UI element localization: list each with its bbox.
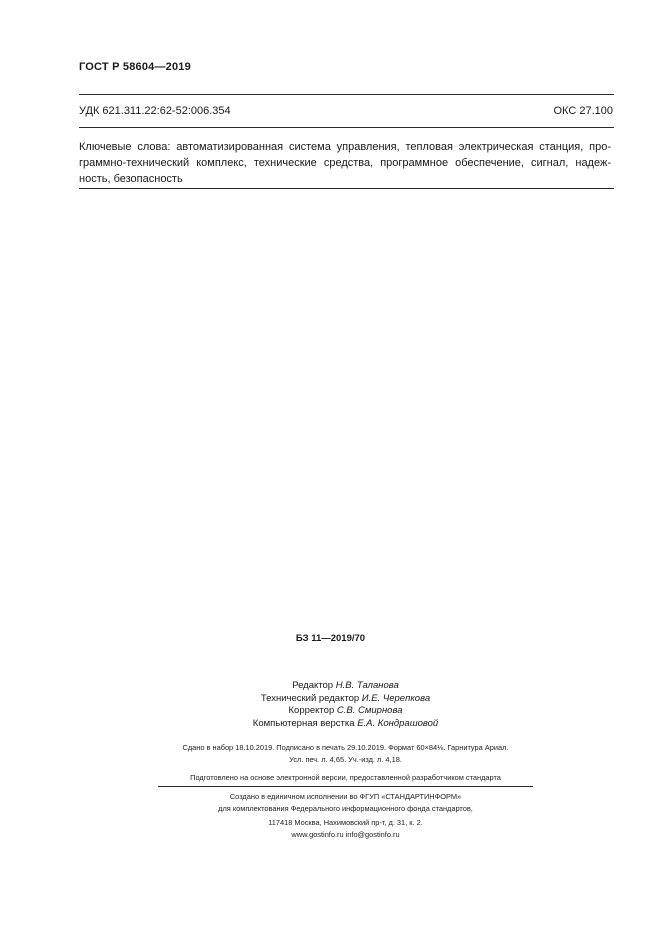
- editorial-credits: [0, 680, 661, 730]
- publisher-divider: [158, 786, 533, 787]
- prepared-note: Подготовлено на основе электронной версии, предоставленной разработчиком стандарта: [190, 773, 501, 782]
- credit-person: Н.В. Таланова: [335, 680, 399, 691]
- publisher-line: для комплектования Федерального информационного фонда стандартов,: [218, 803, 473, 813]
- publisher-info: [0, 791, 661, 814]
- contact-line: www.gostinfo.ru info@gostinfo.ru: [291, 829, 400, 839]
- credit-role: Редактор: [292, 680, 336, 691]
- credit-role: Компьютерная верстка: [252, 717, 358, 729]
- credit-layout: [0, 718, 661, 731]
- keywords-block: [79, 139, 611, 187]
- keywords-line: граммно-технический комплекс, технические средства, программное обеспечение, сигнал, надеж-: [79, 157, 611, 169]
- print-imprint: [0, 742, 661, 767]
- imprint-line: Усл. печ. л. 4,65. Уч.-изд. л. 4,18.: [289, 755, 402, 765]
- credit-role: Корректор: [288, 705, 337, 717]
- udk-code: УДК 621.311.22:62-52:006.354: [79, 105, 231, 117]
- standard-designation: ГОСТ Р 58604—2019: [79, 61, 191, 73]
- keywords-line: ность, безопасность: [79, 173, 183, 185]
- oks-code: ОКС 27.100: [553, 105, 613, 117]
- address-line: 117418 Москва, Нахимовский пр-т, д. 31, к. 2.: [268, 818, 423, 827]
- publisher-line: Создано в единичном исполнении во ФГУП «СТАНДАРТИНФОРМ»: [229, 792, 462, 801]
- credit-corrector: [0, 705, 661, 718]
- keywords-divider: [79, 188, 614, 189]
- credit-role: Технический редактор: [260, 692, 362, 704]
- keywords-line: Ключевые слова: автоматизированная система управления, тепловая электрическая станция, про-: [79, 141, 611, 153]
- publisher-address: [0, 817, 661, 840]
- imprint-line: Сдано в набор 18.10.2019. Подписано в печать 29.10.2019. Формат 60×84⅛. Гарнитура Ариал.: [182, 743, 509, 752]
- credit-tech-editor: [0, 693, 661, 706]
- classification-divider: [79, 127, 614, 128]
- top-divider: [79, 94, 614, 95]
- credit-person: Е.А. Кондрашовой: [357, 717, 439, 729]
- credit-person: И.Е. Черепкова: [361, 692, 431, 704]
- credit-editor: [0, 680, 661, 693]
- credit-person: С.В. Смирнова: [336, 705, 403, 717]
- bz-number: БЗ 11—2019/70: [295, 633, 366, 644]
